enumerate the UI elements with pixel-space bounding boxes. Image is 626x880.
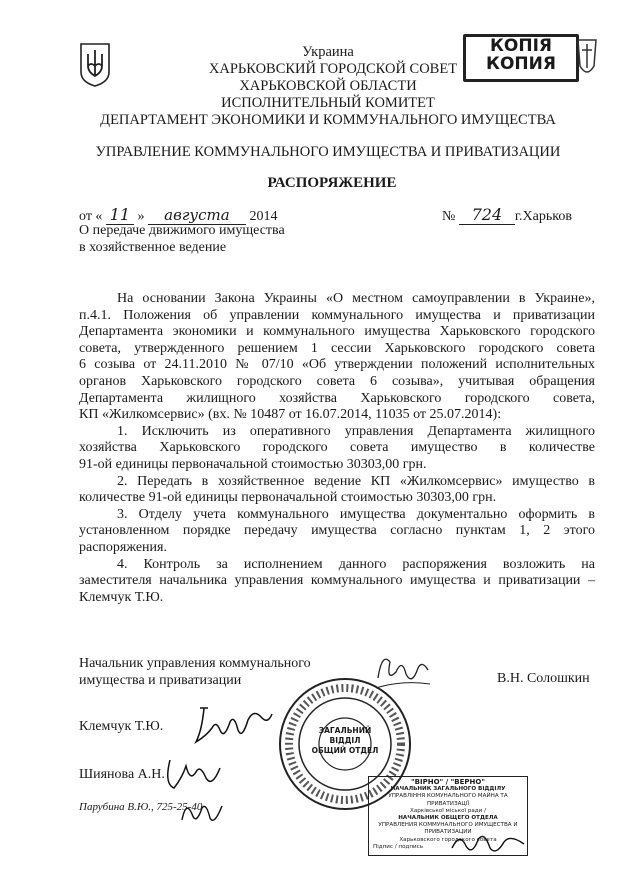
- approval-signature-1: [192, 700, 276, 755]
- item2-line: 2. Передать в хозяйственное ведение КП «Жилкомсервис» имущество в: [117, 473, 595, 489]
- intro-line: Департамента жилищного хозяйства Харьковского городского совета,: [79, 390, 595, 406]
- header-committee: ИСПОЛНИТЕЛЬНЫЙ КОМИТЕТ: [221, 95, 435, 111]
- item4-line: 4. Контроль за исполнением данного распоряжения возложить на: [117, 556, 595, 572]
- copy-stamp-line1: КОПІЯ: [490, 36, 552, 56]
- approval-shiyanova: Шиянова А.Н.: [79, 767, 165, 782]
- item4-line: Клемчук Т.Ю.: [79, 589, 164, 605]
- verify-stamp-line7: Харьковского городского совета: [399, 836, 497, 843]
- round-stamp-line1: ЗАГАЛЬНИЙ: [318, 726, 372, 735]
- header-country: Украина: [302, 44, 354, 60]
- item1-line: 1. Исключить из оперативного управления Департамента жилищного: [117, 423, 595, 439]
- intro-line: п.4.1. Положения об управлении коммунального имущества и приватизации: [79, 307, 595, 323]
- verify-stamp-line6: УПРАВЛЕНИЯ КОММУНАЛЬНОГО ИМУЩЕСТВА И ПРИВАТИЗАЦИИ: [378, 822, 518, 836]
- signatory-title-line1: Начальник управления коммунального: [79, 656, 311, 671]
- doc-date: [79, 205, 277, 225]
- signatory-name: В.Н. Солошкин: [497, 671, 590, 686]
- intro-line: Департамента экономики и коммунального имущества Харьковского городского: [79, 324, 595, 340]
- verify-stamp-line4: Харківської міської ради /: [410, 807, 486, 814]
- number-city: г.Харьков: [514, 209, 572, 224]
- doc-number: [442, 205, 572, 225]
- subject-line2: в хозяйственное ведение: [79, 239, 227, 255]
- date-month: августа: [148, 206, 246, 225]
- verify-signature: [448, 826, 528, 865]
- intro-line: 6 созыва от 24.11.2010 № 07/10 «Об утверждении положений исполнительных: [79, 357, 595, 373]
- item4-line: заместителя начальника управления коммунального имущества и приватизации –: [79, 573, 595, 589]
- date-day: 11: [106, 205, 134, 225]
- subject: [79, 223, 285, 256]
- approval-klemchuk: Клемчук Т.Ю.: [79, 719, 164, 734]
- item1-line: хозяйства Харьковского городского совета имущество в количестве: [79, 440, 595, 456]
- doc-title: РАСПОРЯЖЕНИЕ: [267, 175, 397, 191]
- header-office: УПРАВЛЕНИЕ КОММУНАЛЬНОГО ИМУЩЕСТВА И ПРИВАТИЗАЦИИ: [95, 144, 561, 160]
- copy-stamp-line2: КОПИЯ: [486, 54, 556, 74]
- verify-stamp-line1: "ВІРНО" / "ВЕРНО": [411, 778, 485, 786]
- header-oblast: ХАРЬКОВСКОЙ ОБЛАСТИ: [239, 78, 417, 94]
- executor-note: Парубина В.Ю., 725-25-40: [79, 801, 203, 813]
- intro-line: На основании Закона Украины «О местном самоуправлении в Украине»,: [117, 291, 595, 306]
- verify-stamp-line5: НАЧАЛЬНИК ОБЩЕГО ОТДЕЛА: [398, 815, 498, 822]
- round-stamp-line3: ОБЩИЙ ОТДЕЛ: [311, 746, 379, 755]
- item3-line: распоряжения.: [79, 539, 167, 555]
- item1-line: 91-ой единицы первоначальной стоимостью 30303,00 грн.: [79, 456, 427, 472]
- approval-signature-2: [160, 754, 230, 799]
- intro-line: совета, утвержденного решением 1 сессии Харьковского городского совета: [79, 340, 595, 356]
- order-body: [79, 291, 595, 606]
- header-department: ДЕПАРТАМЕНТ ЭКОНОМИКИ И КОММУНАЛЬНОГО ИМУЩЕСТВА: [100, 112, 556, 128]
- verify-stamp-line3: УПРАВЛІННЯ КОМУНАЛЬНОГО МАЙНА ТА ПРИВАТИЗАЦІЇ: [388, 793, 508, 807]
- executor-signature: [176, 796, 226, 835]
- number-label: №: [442, 209, 456, 224]
- signatory-title: [79, 655, 311, 689]
- intro-line: КП «Жилкомсервис» (вх. № 10487 от 16.07.2014, 11035 от 25.07.2014):: [79, 407, 502, 423]
- date-year: 2014: [249, 209, 278, 224]
- letterhead: [0, 44, 626, 129]
- signatory-title-line2: имущества и приватизации: [79, 673, 242, 688]
- round-stamp-line2: ВІДДІЛ: [329, 736, 361, 745]
- subject-line1: О передаче движимого имущества: [79, 223, 285, 238]
- header-council: ХАРЬКОВСКИЙ ГОРОДСКОЙ СОВЕТ: [208, 61, 458, 77]
- verify-stamp-line8: Підпис / подпись: [373, 843, 424, 850]
- item2-line: количестве 91-ой единицы первоначальной стоимостью 30303,00 грн.: [79, 490, 497, 506]
- number-value: 724: [459, 205, 515, 225]
- intro-line: органов Харьковского городского совета 6 созыва», учитывая обращения: [79, 373, 595, 389]
- verify-stamp-line2: НАЧАЛЬНИК ЗАГАЛЬНОГО ВІДДІЛУ: [390, 786, 506, 793]
- date-mid: »: [137, 209, 145, 224]
- date-prefix: от «: [79, 209, 103, 224]
- item3-line: установленном порядке передачу имущества согласно пунктам 1, 2 этого: [79, 523, 595, 539]
- item3-line: 3. Отделу учета коммунального имущества документально оформить в: [117, 506, 595, 522]
